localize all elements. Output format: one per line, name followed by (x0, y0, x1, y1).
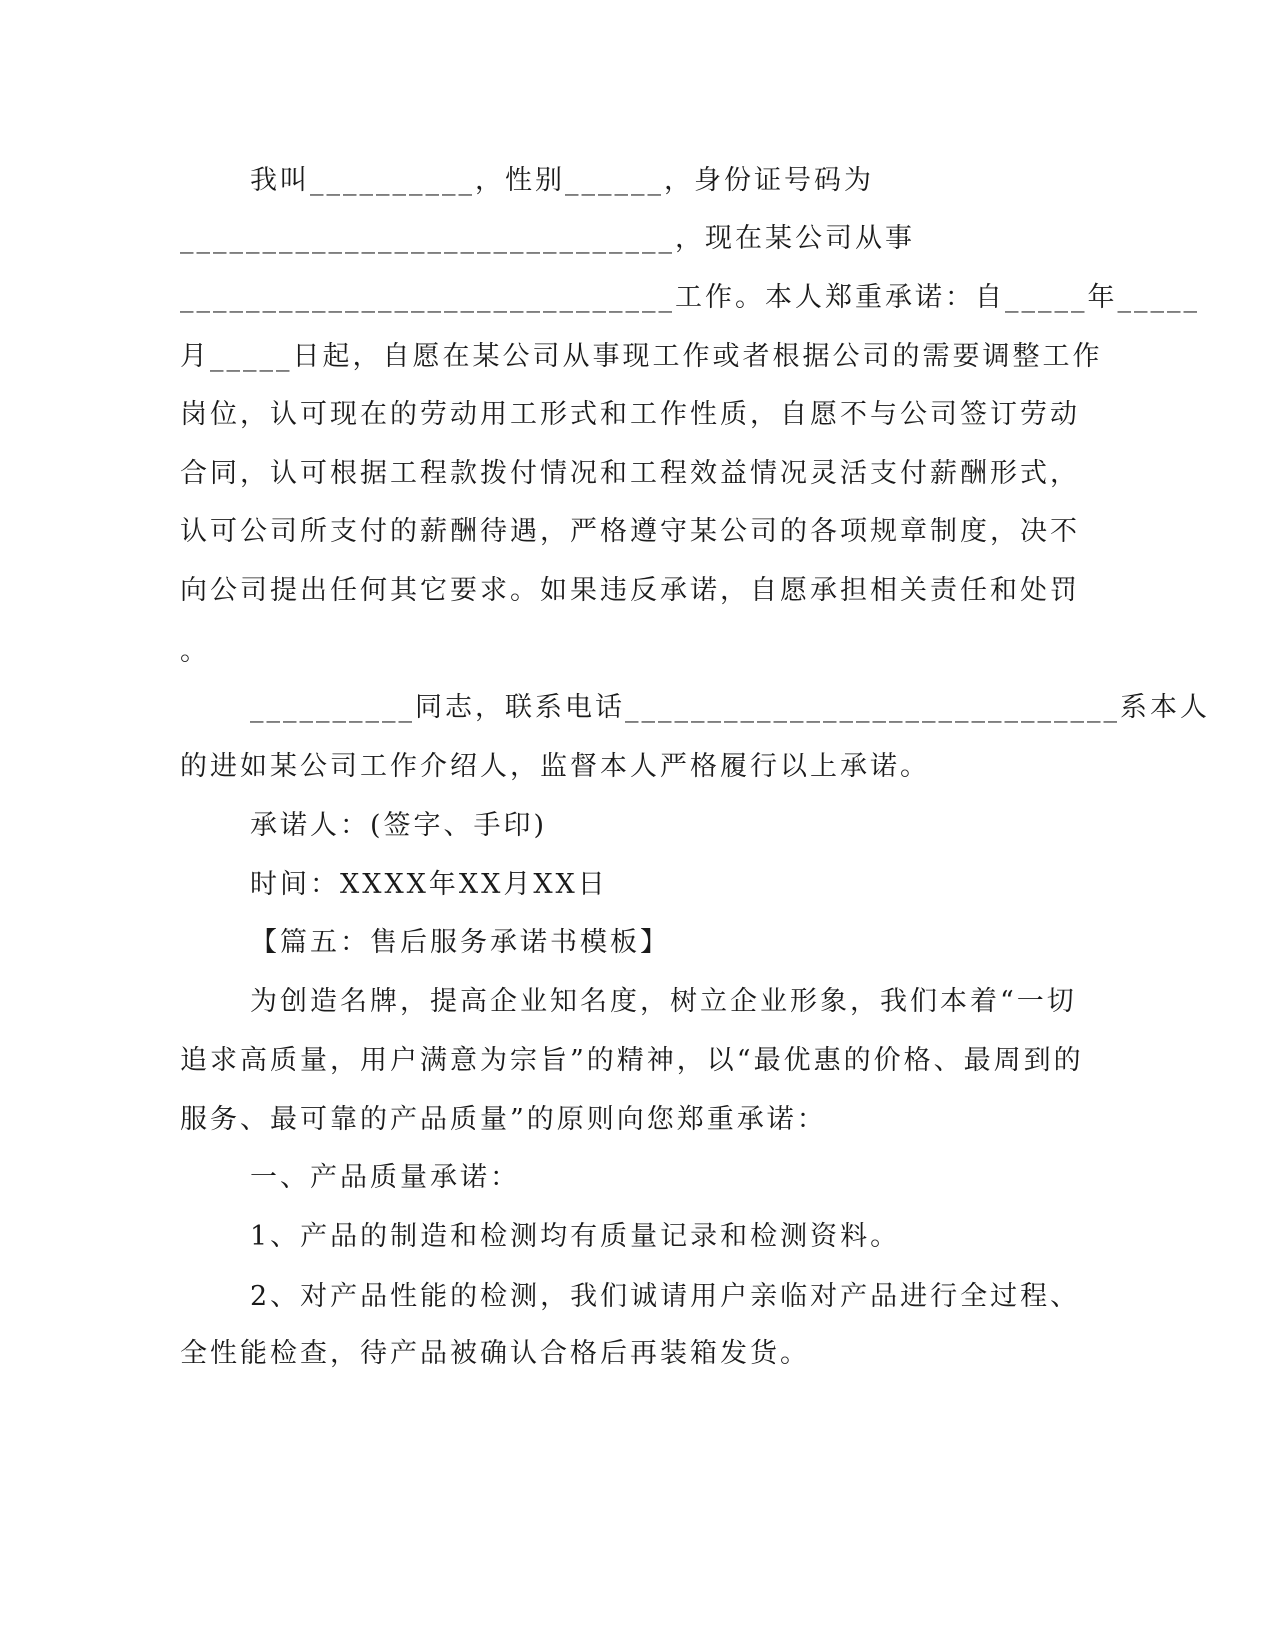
paragraph-line: 月_____日起，自愿在某公司从事现工作或者根据公司的需要调整工作 (180, 341, 1103, 372)
paragraph-line: 。 (180, 636, 210, 667)
signature-line: 承诺人：(签字、手印) (250, 810, 548, 841)
paragraph-line: 的进如某公司工作介绍人，监督本人严格履行以上承诺。 (180, 751, 930, 782)
paragraph-line: 认可公司所支付的薪酬待遇，严格遵守某公司的各项规章制度，决不 (180, 516, 1080, 547)
subsection-heading: 一、产品质量承诺： (250, 1162, 520, 1193)
paragraph-line: __________同志，联系电话______________________________系本人 (250, 692, 1210, 723)
paragraph-line: 服务、最可靠的产品质量”的原则向您郑重承诺： (180, 1104, 827, 1135)
list-item-continuation: 全性能检查，待产品被确认合格后再装箱发货。 (180, 1338, 810, 1369)
paragraph-line: 为创造名牌，提高企业知名度，树立企业形象，我们本着“一切 (250, 986, 1077, 1017)
list-item: 2、对产品性能的检测，我们诚请用户亲临对产品进行全过程、 (250, 1281, 1081, 1312)
paragraph-line: 向公司提出任何其它要求。如果违反承诺，自愿承担相关责任和处罚 (180, 575, 1080, 606)
paragraph-line: 我叫__________，性别______，身份证号码为 (250, 165, 874, 196)
paragraph-line: 追求高质量，用户满意为宗旨”的精神，以“最优惠的价格、最周到的 (180, 1045, 1084, 1076)
paragraph-line: 岗位，认可现在的劳动用工形式和工作性质，自愿不与公司签订劳动 (180, 399, 1080, 430)
section-heading: 【篇五：售后服务承诺书模板】 (250, 927, 670, 958)
paragraph-line: 合同，认可根据工程款拨付情况和工程效益情况灵活支付薪酬形式， (180, 458, 1080, 489)
date-line: 时间：XXXX年XX月XX日 (250, 869, 608, 900)
list-item: 1、产品的制造和检测均有质量记录和检测资料。 (250, 1221, 901, 1252)
paragraph-line: ______________________________工作。本人郑重承诺：自_____年_____ (180, 282, 1200, 313)
paragraph-line: ______________________________，现在某公司从事 (180, 223, 915, 254)
